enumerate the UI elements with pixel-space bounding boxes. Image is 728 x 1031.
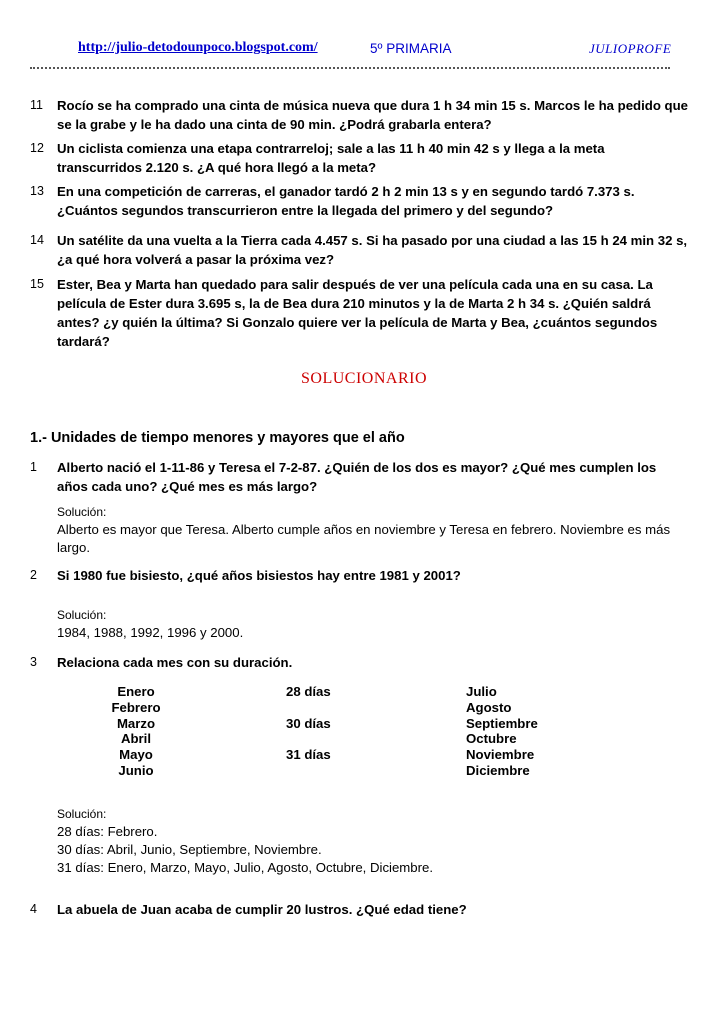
solution-line: 30 días: Abril, Junio, Septiembre, Noviembre. [57, 842, 322, 857]
section-heading: 1.- Unidades de tiempo menores y mayores que el año [30, 430, 405, 446]
solution-label: Solución: [57, 608, 107, 622]
question-12 [30, 139, 690, 177]
solution-label: Solución: [57, 807, 107, 821]
month-label: Junio [118, 762, 154, 778]
month-label: Octubre [466, 731, 517, 747]
question-text: En una competición de carreras, el ganador tardó 2 h 2 min 13 s y en segundo tardó 7.373 s. ¿Cuántos segundos transcurrieron entre la llegada del primero y del segundo? [57, 184, 635, 218]
exercise-2 [30, 566, 690, 585]
months-left-column [100, 684, 172, 779]
month-label: Septiembre [466, 715, 538, 731]
blog-link[interactable]: http://julio-detodounpoco.blogspot.com/ [78, 40, 318, 55]
question-text: Relaciona cada mes con su duración. [57, 655, 293, 670]
question-13 [30, 182, 690, 220]
month-label: Agosto [466, 699, 512, 715]
question-number: 14 [30, 233, 44, 247]
duration-label: 31 días [286, 747, 331, 763]
duration-label [286, 731, 376, 747]
question-number: 11 [30, 98, 43, 112]
month-label: Abril [120, 731, 152, 747]
solution-text: Alberto es mayor que Teresa. Alberto cumple años en noviembre y Teresa en febrero. Noviembre es más largo. [57, 522, 671, 555]
question-number: 3 [30, 655, 37, 669]
question-number: 4 [30, 902, 37, 916]
solution-label: Solución: [57, 505, 107, 519]
duration-label [286, 700, 376, 716]
month-label: Enero [117, 684, 155, 699]
question-14 [30, 231, 690, 269]
question-text: Si 1980 fue bisiesto, ¿qué años bisiestos hay entre 1981 y 2001? [57, 568, 461, 583]
month-label: Noviembre [466, 747, 535, 763]
header-divider [30, 63, 670, 69]
question-number: 1 [30, 460, 37, 474]
months-right-column [466, 684, 576, 779]
solution-2 [57, 606, 697, 642]
duration-label: 28 días [286, 684, 331, 699]
grade-level: 5º PRIMARIA [370, 41, 452, 56]
question-number: 2 [30, 568, 37, 582]
solucionario-title: SOLUCIONARIO [301, 370, 427, 387]
exercise-3 [30, 653, 690, 672]
question-text: Un ciclista comienza una etapa contrarreloj; sale a las 11 h 40 min 42 s y llega a la meta transcurridos 2.120 s. ¿A qué hora llegó a la meta? [57, 141, 605, 175]
question-number: 12 [30, 141, 44, 155]
question-11 [30, 96, 690, 134]
question-text: Ester, Bea y Marta han quedado para salir después de ver una película cada una en su casa. La película de Ester dura 3.695 s, la de Bea dura 210 minutos y la de Marta 2 h 34 s. ¿Quién saldrá antes? ¿y quién la última? Si Gonzalo quiere ver la película de Marta y Bea, ¿cuántos segundos tardará? [57, 277, 658, 349]
question-number: 13 [30, 184, 44, 198]
match-table [0, 684, 728, 784]
author-name: JULIOPROFE [589, 41, 672, 56]
solution-text: 1984, 1988, 1992, 1996 y 2000. [57, 625, 244, 640]
exercise-1 [30, 458, 690, 496]
month-label: Diciembre [466, 762, 530, 778]
solution-line: 31 días: Enero, Marzo, Mayo, Julio, Agosto, Octubre, Diciembre. [57, 860, 434, 875]
month-label: Julio [466, 684, 497, 699]
question-text: Alberto nació el 1-11-86 y Teresa el 7-2-87. ¿Quién de los dos es mayor? ¿Qué mes cumplen los años cada uno? ¿Qué mes es más largo? [57, 460, 657, 494]
question-number: 15 [30, 277, 44, 291]
exercise-4 [30, 900, 690, 919]
duration-label: 30 días [286, 715, 331, 731]
solution-1 [57, 503, 697, 557]
question-15 [30, 275, 690, 351]
solution-line: 28 días: Febrero. [57, 824, 158, 839]
question-text: Rocío se ha comprado una cinta de música nueva que dura 1 h 34 min 15 s. Marcos le ha pedido que se la grabe y le ha dado una cinta de 90 min. ¿Podrá grabarla entera? [57, 98, 688, 132]
question-text: La abuela de Juan acaba de cumplir 20 lustros. ¿Qué edad tiene? [57, 902, 467, 917]
solution-3 [57, 805, 697, 877]
month-label: Febrero [111, 699, 161, 715]
month-label: Mayo [119, 747, 153, 763]
page-header [0, 40, 728, 60]
durations-column [286, 684, 376, 763]
month-label: Marzo [116, 715, 156, 731]
question-text: Un satélite da una vuelta a la Tierra cada 4.457 s. Si ha pasado por una ciudad a las 15 h 24 min 32 s, ¿a qué hora volverá a pasar la próxima vez? [57, 233, 688, 267]
